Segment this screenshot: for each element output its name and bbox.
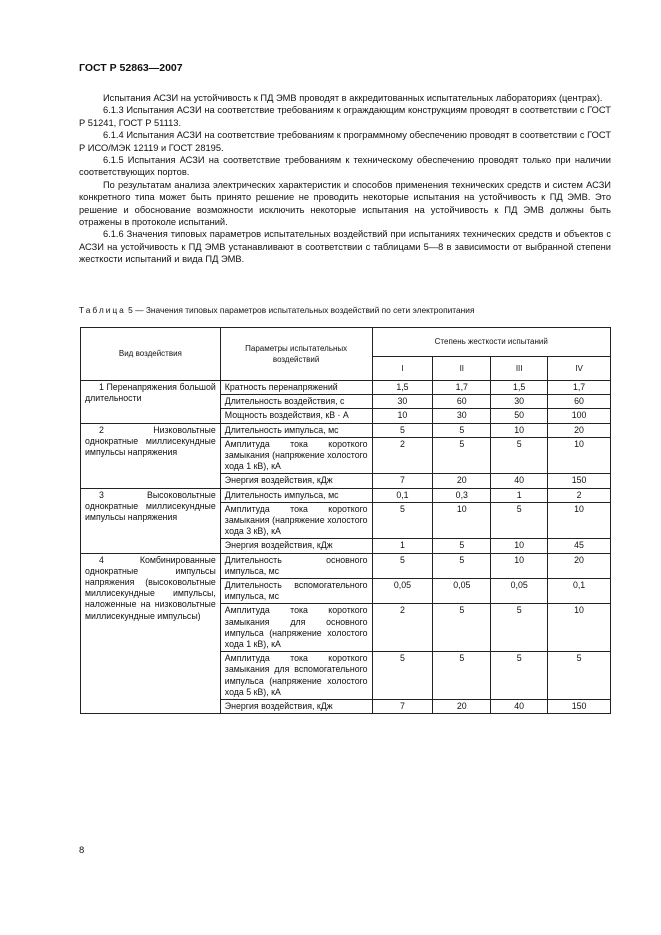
- table-row: [81, 553, 611, 578]
- value-cell: 2: [372, 604, 433, 652]
- header-severity: Степень жесткости испытаний: [372, 328, 611, 357]
- value-cell: 30: [372, 395, 433, 409]
- paragraph: По результатам анализа электрических характеристик и способов применения технических средств и систем АСЗИ конкретного типа может быть принято решение не проводить некоторые испытания на устойчивость к ПД ЭМВ. Это решение и обоснование возможности исключить некоторые испытания на устойчивость к ПД ЭМВ должны быть отражены в протоколе испытаний.: [79, 179, 611, 228]
- value-cell: 5: [433, 423, 491, 437]
- value-cell: 5: [433, 604, 491, 652]
- value-cell: 0,1: [372, 488, 433, 502]
- value-cell: 60: [548, 395, 611, 409]
- value-cell: 10: [372, 409, 433, 423]
- value-cell: 1,7: [433, 381, 491, 395]
- header-level: IV: [548, 356, 611, 380]
- document-header: ГОСТ Р 52863—2007: [79, 62, 183, 74]
- value-cell: 1: [491, 488, 548, 502]
- value-cell: 10: [548, 604, 611, 652]
- value-cell: 20: [433, 700, 491, 714]
- value-cell: 5: [433, 652, 491, 700]
- value-cell: 10: [491, 553, 548, 578]
- header-params: Параметры испытательных воздействий: [220, 328, 372, 381]
- header-level: I: [372, 356, 433, 380]
- kind-cell: 4 Комбинированные однократные импульсы напряжения (высоковольтные миллисекундные импульсы, наложенные на низковольтные миллисекундные импульсы): [81, 553, 221, 714]
- param-cell: Амплитуда тока короткого замыкания для основного импульса (напряжение холостого хода 1 кВ), кА: [220, 604, 372, 652]
- value-cell: 5: [433, 539, 491, 553]
- value-cell: 2: [548, 488, 611, 502]
- value-cell: 5: [491, 604, 548, 652]
- table-caption-number: 5: [128, 305, 133, 315]
- kind-cell: 3 Высоковольтные однократные миллисекундные импульсы напряжения: [81, 488, 221, 553]
- table-caption-title: — Значения типовых параметров испытательных воздействий по сети электропитания: [135, 305, 475, 315]
- value-cell: 10: [491, 539, 548, 553]
- value-cell: 45: [548, 539, 611, 553]
- value-cell: 5: [372, 553, 433, 578]
- value-cell: 10: [548, 437, 611, 474]
- page-number: 8: [79, 845, 85, 856]
- header-level: III: [491, 356, 548, 380]
- param-cell: Амплитуда тока короткого замыкания (напряжение холостого хода 1 кВ), кА: [220, 437, 372, 474]
- value-cell: 150: [548, 700, 611, 714]
- kind-cell: 1 Перенапряжения большой длительности: [81, 381, 221, 424]
- paragraph: 6.1.6 Значения типовых параметров испытательных воздействий при испытаниях технических средств и объектов с АСЗИ на устойчивость к ПД ЭМВ устанавливают в соответствии с таблицами 5—8 в зависимости от выбранной степени жесткости испытаний и вида ПД ЭМВ.: [79, 229, 611, 265]
- param-cell: Мощность воздействия, кВ · А: [220, 409, 372, 423]
- value-cell: 0,05: [372, 579, 433, 604]
- body-text: [79, 92, 611, 266]
- value-cell: 5: [372, 423, 433, 437]
- value-cell: 10: [433, 502, 491, 539]
- param-cell: Длительность импульса, мс: [220, 488, 372, 502]
- param-cell: Длительность воздействия, с: [220, 395, 372, 409]
- value-cell: 150: [548, 474, 611, 488]
- value-cell: 0,1: [548, 579, 611, 604]
- param-cell: Амплитуда тока короткого замыкания для вспомогательного импульса (напряжение холостого хода 5 кВ), кА: [220, 652, 372, 700]
- value-cell: 0,3: [433, 488, 491, 502]
- paragraph: 6.1.3 Испытания АСЗИ на соответствие требованиям к ограждающим конструкциям проводят в соответствии с ГОСТ Р 51241, ГОСТ Р 51113.: [79, 105, 611, 128]
- param-cell: Амплитуда тока короткого замыкания (напряжение холостого хода 3 кВ), кА: [220, 502, 372, 539]
- value-cell: 5: [491, 652, 548, 700]
- value-cell: 10: [491, 423, 548, 437]
- parameters-table: [80, 327, 611, 714]
- value-cell: 5: [372, 652, 433, 700]
- value-cell: 1,7: [548, 381, 611, 395]
- table-caption-label: Таблица: [79, 305, 126, 315]
- kind-cell: 2 Низковольтные однократные миллисекундные импульсы напряжения: [81, 423, 221, 488]
- value-cell: 50: [491, 409, 548, 423]
- param-cell: Длительность основного импульса, мс: [220, 553, 372, 578]
- value-cell: 20: [433, 474, 491, 488]
- header-kind: Вид воздействия: [81, 328, 221, 381]
- param-cell: Длительность импульса, мс: [220, 423, 372, 437]
- value-cell: 1,5: [372, 381, 433, 395]
- table-row: [81, 381, 611, 395]
- value-cell: 30: [433, 409, 491, 423]
- header-level: II: [433, 356, 491, 380]
- param-cell: Кратность перенапряжений: [220, 381, 372, 395]
- value-cell: 5: [372, 502, 433, 539]
- value-cell: 5: [491, 502, 548, 539]
- value-cell: 7: [372, 474, 433, 488]
- value-cell: 20: [548, 553, 611, 578]
- value-cell: 0,05: [433, 579, 491, 604]
- value-cell: 40: [491, 700, 548, 714]
- table-row: [81, 488, 611, 502]
- value-cell: 100: [548, 409, 611, 423]
- value-cell: 20: [548, 423, 611, 437]
- value-cell: 2: [372, 437, 433, 474]
- param-cell: Длительность вспомогательного импульса, мс: [220, 579, 372, 604]
- value-cell: 40: [491, 474, 548, 488]
- value-cell: 30: [491, 395, 548, 409]
- value-cell: 5: [491, 437, 548, 474]
- value-cell: 0,05: [491, 579, 548, 604]
- table-header-row: [81, 328, 611, 357]
- param-cell: Энергия воздействия, кДж: [220, 539, 372, 553]
- param-cell: Энергия воздействия, кДж: [220, 700, 372, 714]
- param-cell: Энергия воздействия, кДж: [220, 474, 372, 488]
- paragraph: 6.1.5 Испытания АСЗИ на соответствие требованиям к техническому обеспечению проводят только при наличии соответствующих портов.: [79, 155, 611, 178]
- value-cell: 5: [548, 652, 611, 700]
- table-row: [81, 423, 611, 437]
- value-cell: 1,5: [491, 381, 548, 395]
- paragraph: Испытания АСЗИ на устойчивость к ПД ЭМВ проводят в аккредитованных испытательных лабораториях (центрах).: [103, 93, 603, 103]
- table-caption: [79, 305, 475, 315]
- value-cell: 7: [372, 700, 433, 714]
- value-cell: 10: [548, 502, 611, 539]
- paragraph: 6.1.4 Испытания АСЗИ на соответствие требованиям к программному обеспечению проводят в соответствии с ГОСТ Р ИСО/МЭК 12119 и ГОСТ 28195.: [79, 130, 611, 153]
- value-cell: 1: [372, 539, 433, 553]
- value-cell: 5: [433, 553, 491, 578]
- value-cell: 5: [433, 437, 491, 474]
- value-cell: 60: [433, 395, 491, 409]
